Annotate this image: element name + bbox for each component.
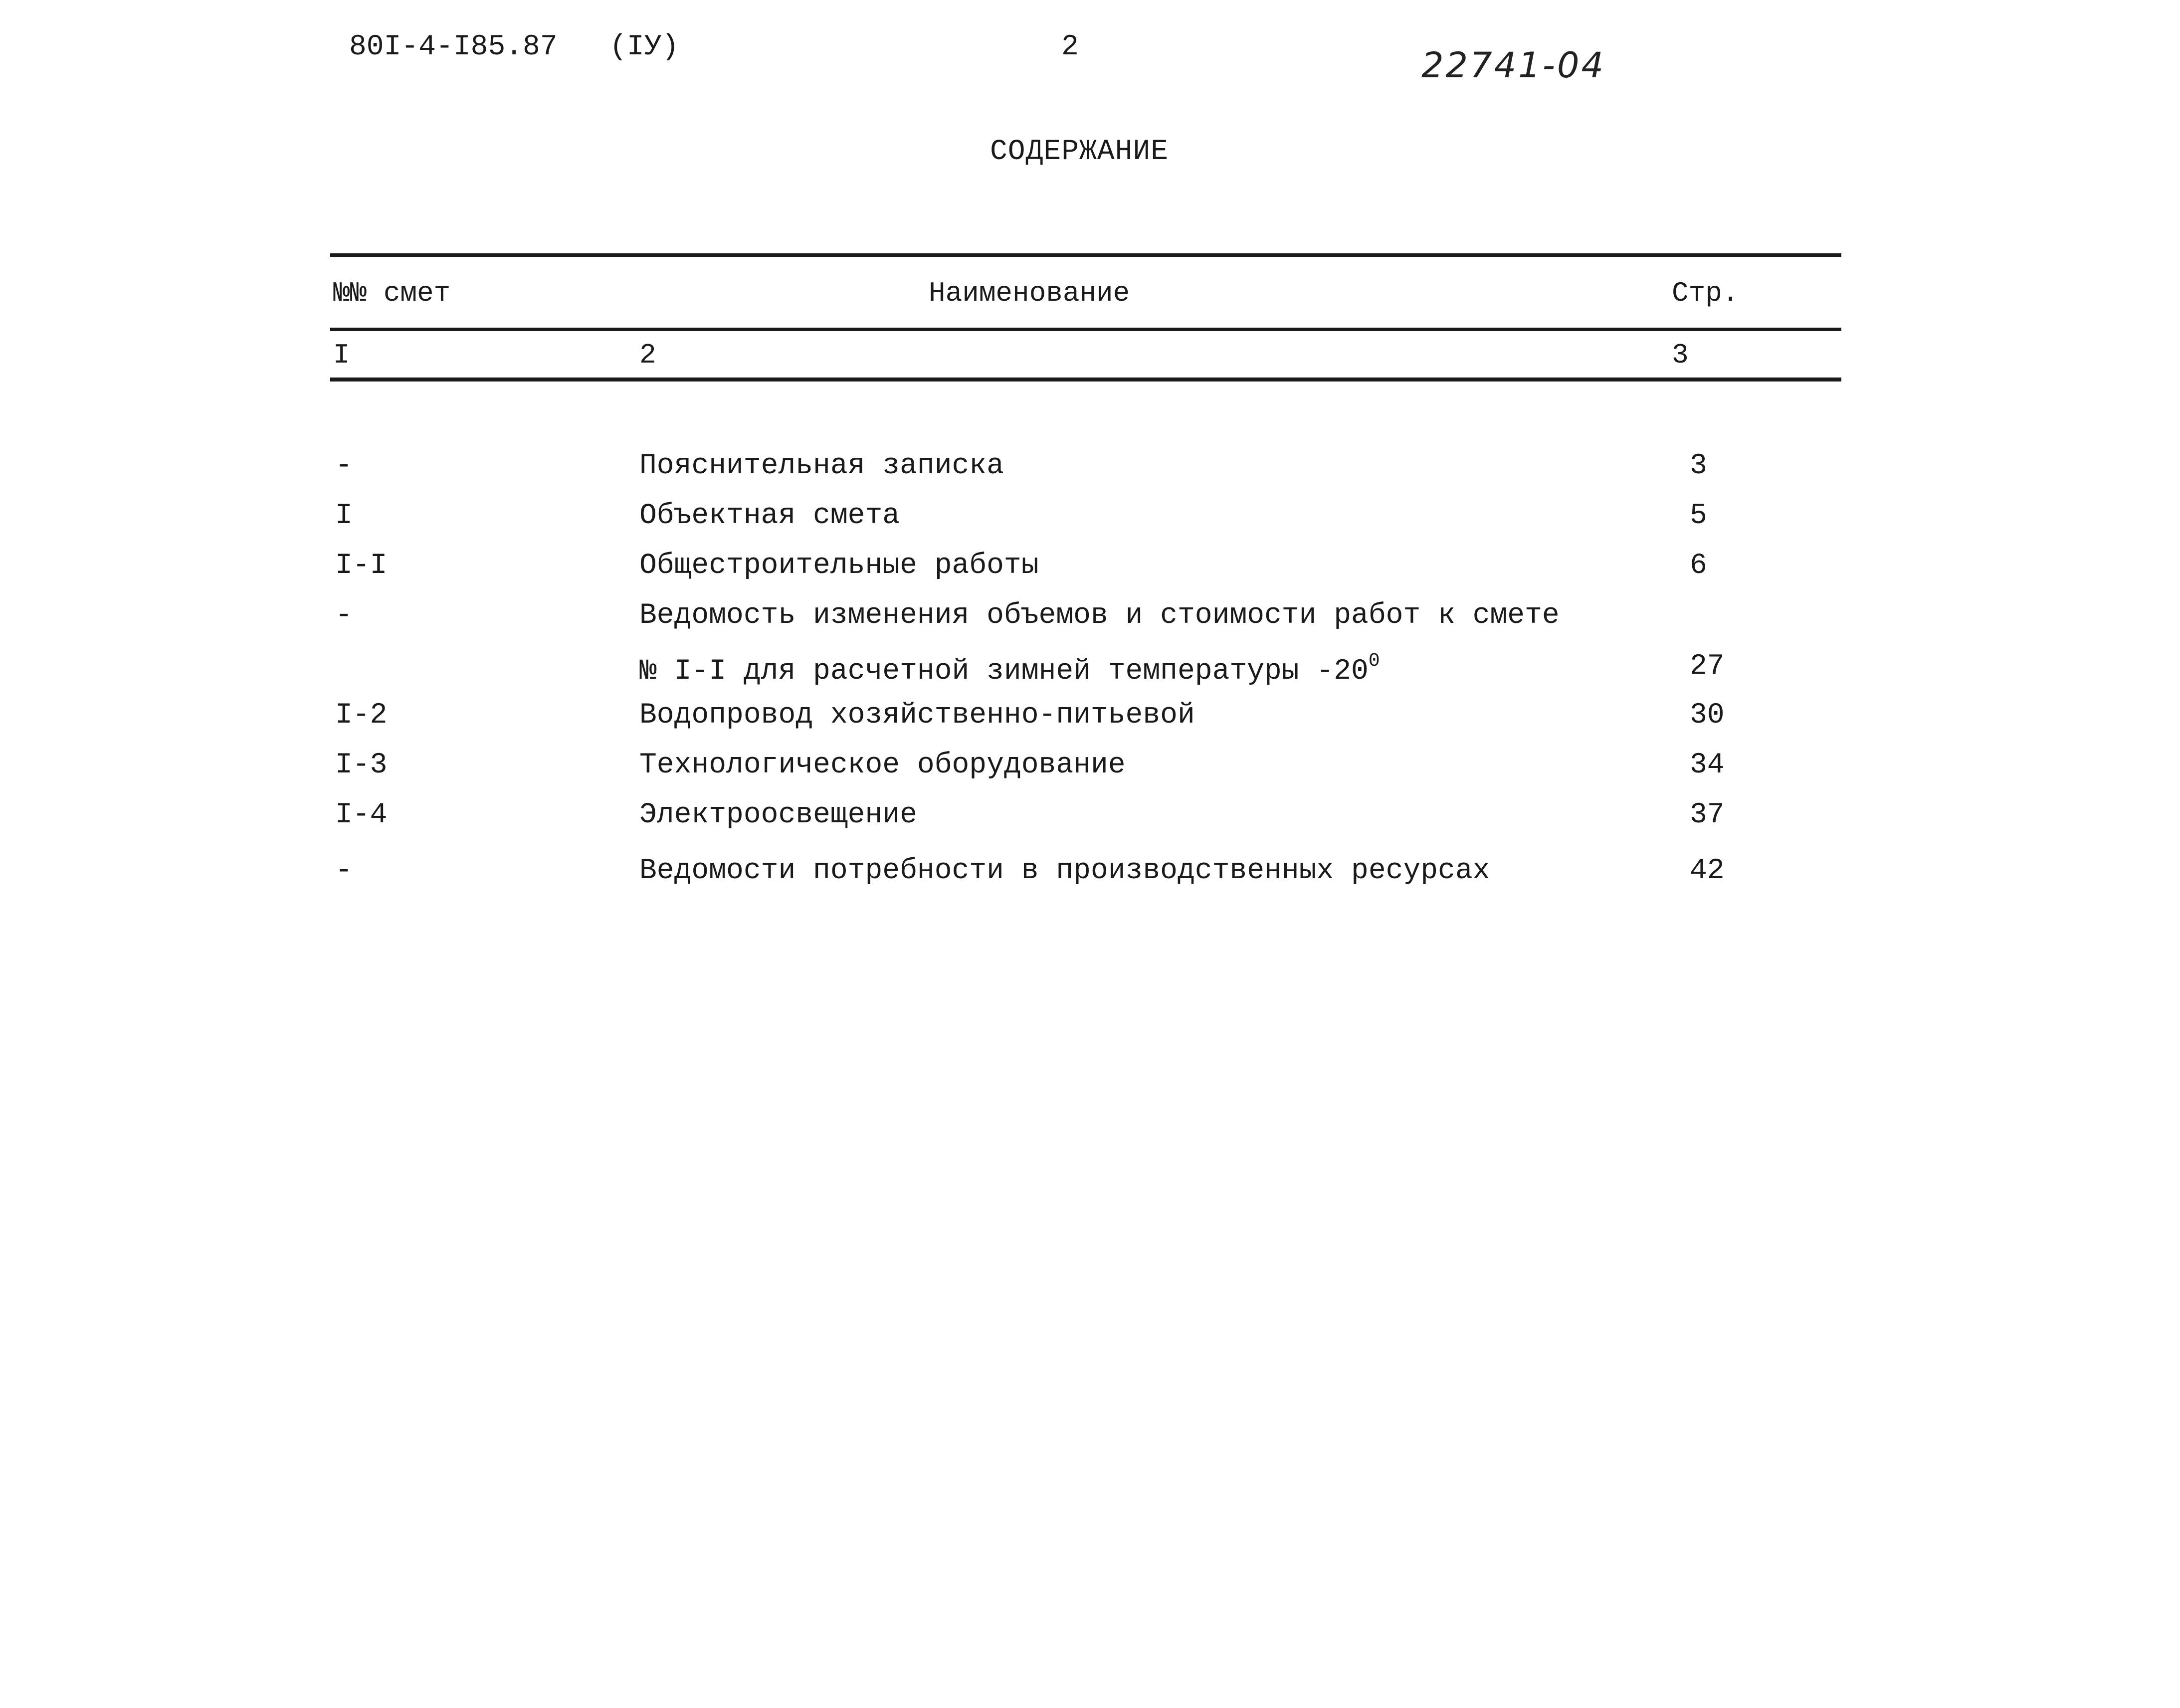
column-header-page: Стр. — [1672, 277, 1739, 309]
archive-number: 22741-04 — [1421, 45, 1606, 86]
row-number: I-4 — [335, 799, 388, 831]
column-number-1: I — [333, 339, 350, 371]
row-name: Общестроительные работы — [639, 550, 1039, 582]
row-name: Ведомость изменения объемов и стоимости работ к смете — [639, 599, 1560, 632]
row-page: 37 — [1690, 799, 1725, 831]
table-numbers-rule — [330, 378, 1841, 381]
row-number: I-3 — [335, 749, 388, 781]
doc-code-text: 80I-4-I85.87 — [349, 31, 558, 63]
doc-part-text: (IУ) — [609, 31, 679, 63]
row-number: I-2 — [335, 699, 388, 732]
row-number: - — [335, 855, 353, 887]
row-page: 42 — [1690, 855, 1725, 887]
row-number: I-I — [335, 550, 388, 582]
degree-superscript: 0 — [1368, 650, 1380, 672]
row-name: Пояснительная записка — [639, 450, 1004, 482]
row-name: Водопровод хозяйственно-питьевой — [639, 699, 1195, 732]
document-code — [349, 31, 679, 63]
page-number: 2 — [1061, 31, 1079, 63]
row-page: 27 — [1690, 650, 1725, 683]
row-page: 3 — [1690, 450, 1707, 482]
row-page: 5 — [1690, 500, 1707, 532]
row-name: Технологическое оборудование — [639, 749, 1126, 781]
row-name: Ведомости потребности в производственных ресурсах — [639, 855, 1490, 887]
row-number: - — [335, 450, 353, 482]
column-number-2: 2 — [639, 339, 656, 371]
table-header-rule — [330, 328, 1841, 331]
table-top-rule — [330, 253, 1841, 257]
column-header-name: Наименование — [929, 277, 1130, 309]
column-number-3: 3 — [1672, 339, 1689, 371]
row-page: 6 — [1690, 550, 1707, 582]
row-number: - — [335, 599, 353, 632]
row-name-text: № I-I для расчетной зимней температуры -20 — [639, 655, 1369, 688]
page-title: СОДЕРЖАНИЕ — [990, 136, 1169, 168]
row-page: 34 — [1690, 749, 1725, 781]
row-page: 30 — [1690, 699, 1725, 732]
row-name: Объектная смета — [639, 500, 900, 532]
row-name: Электроосвещение — [639, 799, 917, 831]
row-number: I — [335, 500, 353, 532]
column-header-number: №№ смет — [333, 277, 451, 309]
row-name — [639, 650, 1380, 688]
